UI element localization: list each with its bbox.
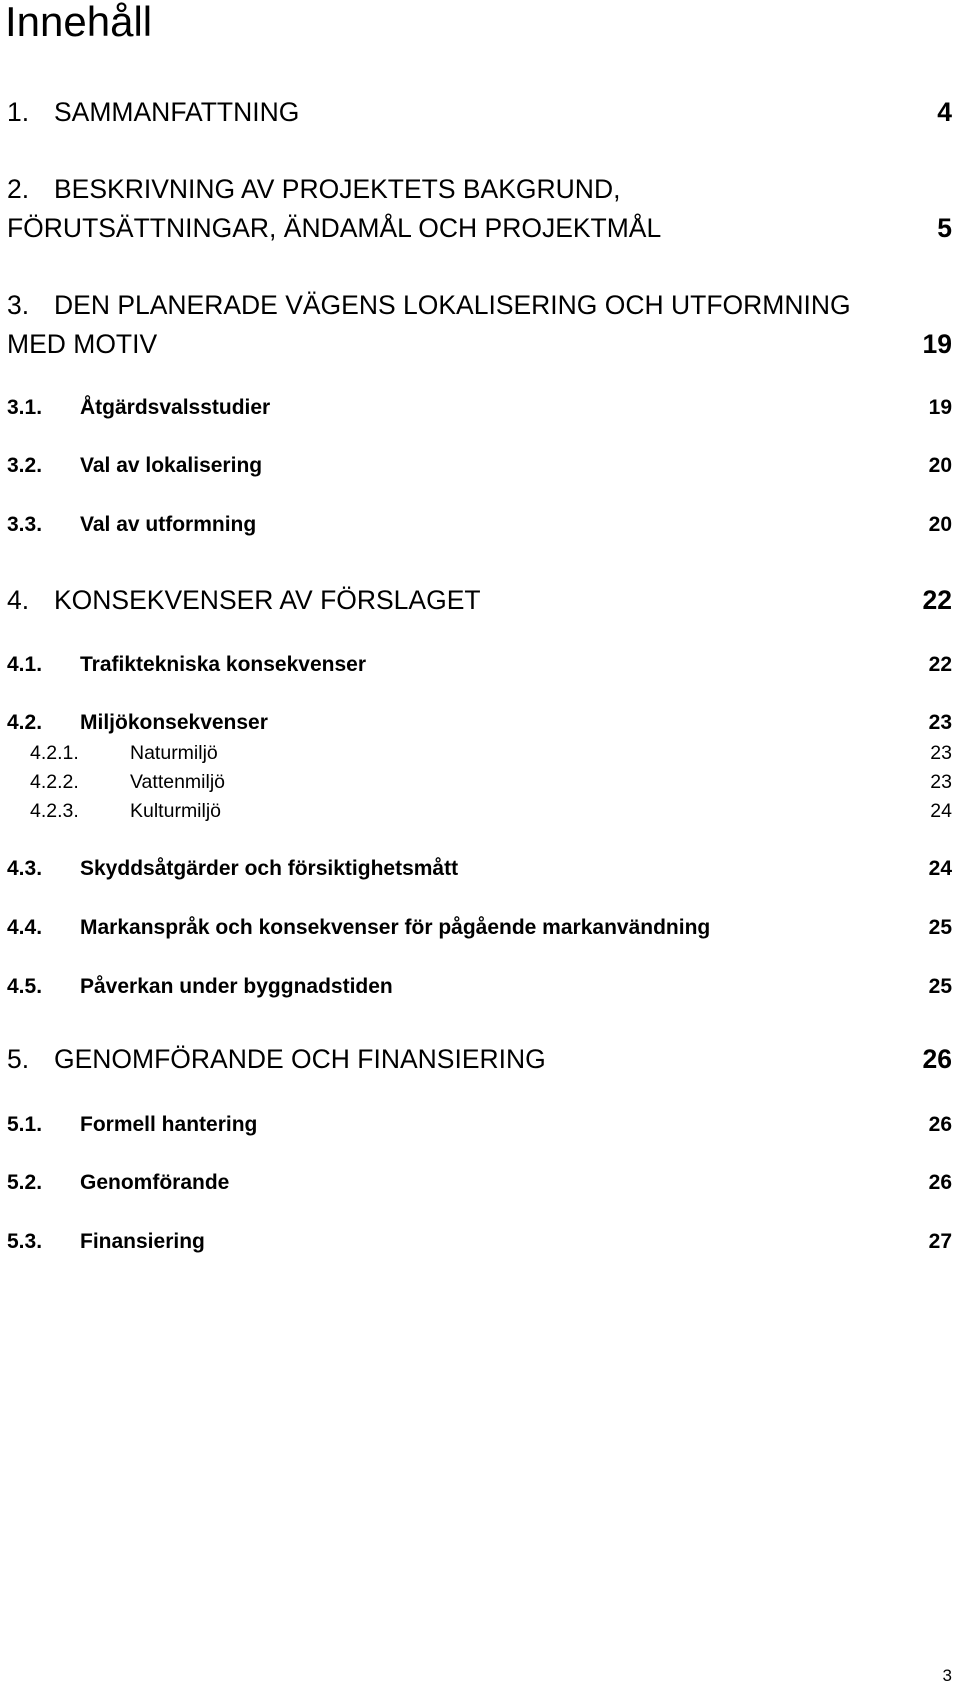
toc-label-line2: FÖRUTSÄTTNINGAR, ÄNDAMÅL OCH PROJEKTMÅL (7, 213, 662, 243)
toc-label-line1: DEN PLANERADE VÄGENS LOKALISERING OCH UTFORMNING (54, 290, 851, 320)
toc-page: 20 (928, 454, 952, 477)
toc-entry-5-3[interactable] (0, 1227, 960, 1257)
page-title: Innehåll (5, 0, 153, 45)
toc-entry-4-3[interactable] (0, 854, 960, 884)
toc-label-line1: BESKRIVNING AV PROJEKTETS BAKGRUND, (54, 174, 621, 204)
toc-label: Åtgärdsvalsstudier (80, 396, 271, 419)
toc-label: GENOMFÖRANDE OCH FINANSIERING (54, 1044, 546, 1074)
toc-number: 5.3. (7, 1230, 43, 1253)
toc-label: Val av utformning (80, 513, 257, 536)
toc-page: 26 (928, 1171, 952, 1194)
toc-page: 26 (922, 1044, 952, 1074)
toc-entry-5-1[interactable] (0, 1110, 960, 1140)
toc-label: Trafiktekniska konsekvenser (80, 653, 367, 676)
toc-label: Markanspråk och konsekvenser för pågående markanvändning (80, 916, 711, 939)
toc-number: 4.1. (7, 653, 43, 676)
toc-entry-4[interactable] (0, 581, 960, 619)
toc-entry-5-2[interactable] (0, 1168, 960, 1198)
toc-page: 19 (922, 329, 952, 359)
toc-number: 1. (7, 97, 30, 127)
toc-number: 4.2.3. (30, 800, 79, 822)
toc-entry-3-1[interactable] (0, 393, 960, 423)
toc-page: 27 (928, 1230, 952, 1253)
toc-page: 19 (928, 396, 952, 419)
toc-number: 3.2. (7, 454, 43, 477)
page-number: 3 (942, 1666, 952, 1685)
toc-page: 22 (922, 585, 952, 615)
toc-label: Skyddsåtgärder och försiktighetsmått (80, 857, 459, 880)
toc-label-line2: MED MOTIV (7, 329, 158, 359)
toc-number: 5. (7, 1044, 30, 1074)
toc-entry-4-2-3[interactable] (0, 798, 960, 825)
toc-label: Miljökonsekvenser (80, 711, 268, 734)
toc-label: Kulturmiljö (130, 800, 222, 822)
toc-entry-4-2-2[interactable] (0, 769, 960, 796)
toc-entry-1[interactable] (0, 93, 960, 131)
toc-number: 4.2.1. (30, 742, 79, 764)
toc-entry-2[interactable] (0, 170, 960, 248)
toc-label: Vattenmiljö (130, 771, 226, 793)
toc-page: 25 (928, 916, 952, 939)
toc-number: 3. (7, 290, 30, 320)
toc-page: 23 (930, 771, 952, 793)
toc-page: 24 (930, 800, 952, 822)
toc-label: KONSEKVENSER AV FÖRSLAGET (54, 585, 481, 615)
toc-page: 22 (928, 653, 952, 676)
toc-number: 4.3. (7, 857, 43, 880)
toc-page: 4 (937, 97, 952, 127)
toc-entry-4-1[interactable] (0, 650, 960, 680)
toc-number: 3.3. (7, 513, 43, 536)
toc-number: 4. (7, 585, 30, 615)
toc-page: 23 (930, 742, 952, 764)
toc-page: 5 (937, 213, 952, 243)
toc-entry-3[interactable] (0, 286, 960, 364)
toc-label: Genomförande (80, 1171, 230, 1194)
toc-label: Finansiering (80, 1230, 205, 1253)
toc-number: 4.5. (7, 975, 43, 998)
toc-page: 24 (928, 857, 952, 880)
toc-entry-4-4[interactable] (0, 913, 960, 943)
toc-page: 25 (928, 975, 952, 998)
toc-number: 2. (7, 174, 30, 204)
toc-number: 4.2.2. (30, 771, 79, 793)
toc-entry-5[interactable] (0, 1040, 960, 1078)
toc-page: 26 (928, 1113, 952, 1136)
toc-label: Formell hantering (80, 1113, 258, 1136)
toc-number: 4.2. (7, 711, 43, 734)
toc-entry-4-2-1[interactable] (0, 740, 960, 767)
toc-entry-3-2[interactable] (0, 451, 960, 481)
toc-number: 5.2. (7, 1171, 43, 1194)
toc-label: SAMMANFATTNING (54, 97, 300, 127)
toc-number: 4.4. (7, 916, 43, 939)
toc-page: 20 (928, 513, 952, 536)
toc-entry-4-2[interactable] (0, 708, 960, 738)
toc-label: Val av lokalisering (80, 454, 263, 477)
toc-entry-3-3[interactable] (0, 510, 960, 540)
toc-number: 5.1. (7, 1113, 43, 1136)
toc-label: Påverkan under byggnadstiden (80, 975, 393, 998)
toc-label: Naturmiljö (130, 742, 218, 764)
toc-entry-4-5[interactable] (0, 972, 960, 1002)
toc-number: 3.1. (7, 396, 43, 419)
toc-page: 23 (928, 711, 952, 734)
